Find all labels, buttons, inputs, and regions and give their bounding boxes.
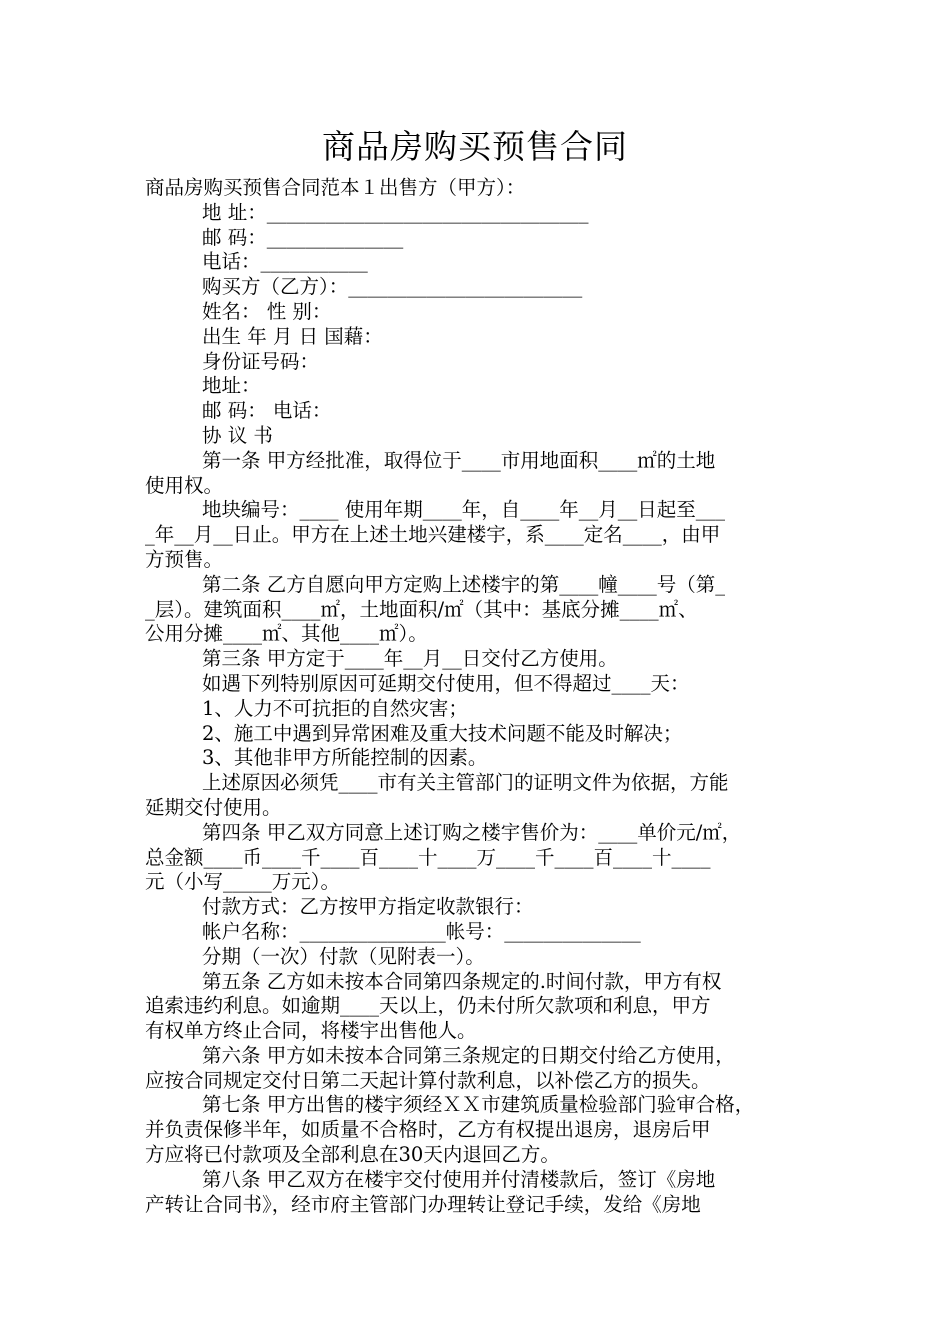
article-7-line: 方应将已付款项及全部利息在30天内退回乙方。: [145, 1143, 560, 1167]
article-7-line: 并负责保修半年，如质量不合格时，乙方有权提出退房，退房后甲: [145, 1118, 711, 1142]
seller-postcode-line: 邮 码：______________: [202, 225, 404, 249]
article-4-line: 元（小写_____万元）。: [145, 870, 341, 894]
buyer-birth-nationality-line: 出生 年 月 日 国藉：: [202, 324, 383, 348]
article-4-line: 总金额____币____千____百____十____万____千____百____十____: [145, 845, 711, 869]
buyer-name-gender-line: 姓名： 性 别：: [202, 299, 332, 323]
contract-intro-line: 商品房购买预售合同范本１出售方（甲方）：: [145, 176, 526, 199]
article-2-line: 第二条 乙方自愿向甲方定购上述楼宇的第____幢____号（第_: [202, 572, 725, 596]
article-2-line: _层）。建筑面积____㎡，土地面积/㎡（其中：基底分摊____㎡、: [145, 597, 698, 621]
article-8-line: 第八条 甲乙双方在楼宇交付使用并付清楼款后，签订《房地: [202, 1167, 716, 1191]
delay-reason-3: 3、其他非甲方所能控制的因素。: [202, 746, 488, 770]
article-6-line: 应按合同规定交付日第二天起计算付款利息，以补偿乙方的损失。: [145, 1068, 711, 1092]
installment-line: 分期（一次）付款（见附表一）。: [202, 944, 485, 968]
article-2-line: 公用分摊____㎡、其他____㎡）。: [145, 622, 428, 646]
buyer-address-line: 地址：: [202, 374, 261, 398]
delay-proof-line: 上述原因必须凭____市有关主管部门的证明文件为依据，方能: [202, 771, 729, 795]
delay-reason-1: 1、人力不可抗拒的自然灾害；: [202, 696, 468, 720]
payment-method-line: 付款方式：乙方按甲方指定收款银行：: [202, 895, 534, 919]
article-5-line: 追索违约利息。如逾期____天以上，仍未付所欠款项和利息，甲方: [145, 994, 711, 1018]
delay-clause-line: 如遇下列特别原因可延期交付使用，但不得超过____天：: [202, 671, 690, 695]
buyer-postcode-phone-line: 邮 码： 电话：: [202, 399, 332, 423]
article-4-line: 第四条 甲乙双方同意上述订购之楼宇售价为：____单价元/㎡，: [202, 820, 742, 844]
article-5-line: 第五条 乙方如未按本合同第四条规定的.时间付款，甲方有权: [202, 969, 722, 993]
agreement-heading: 协 议 书: [202, 423, 273, 447]
article-3-line: 第三条 甲方定于____年__月__日交付乙方使用。: [202, 647, 618, 671]
seller-phone-line: 电话：___________: [202, 250, 368, 274]
article-5-line: 有权单方终止合同，将楼宇出售他人。: [145, 1019, 477, 1043]
plot-number-line: 方预售。: [145, 547, 224, 571]
buyer-line: 购买方（乙方）：________________________: [202, 275, 583, 299]
delay-reason-2: 2、施工中遇到异常困难及重大技术问题不能及时解决；: [202, 721, 683, 745]
document-title: 商品房购买预售合同: [322, 127, 628, 166]
article-8-line: 产转让合同书》，经市府主管部门办理转让登记手续，发给《房地: [145, 1192, 701, 1216]
seller-address-line: 地 址：_________________________________: [202, 200, 589, 224]
article-6-line: 第六条 甲方如未按本合同第三条规定的日期交付给乙方使用，: [202, 1043, 735, 1067]
article-1-line: 第一条 甲方经批准，取得位于____市用地面积____㎡的土地: [202, 448, 716, 472]
plot-number-line: _年__月__日止。甲方在上述土地兴建楼宇，系____定名____，由甲: [145, 523, 721, 547]
article-1-line: 使用权。: [145, 473, 224, 497]
delay-proof-line: 延期交付使用。: [145, 795, 282, 819]
plot-number-line: 地块编号：____ 使用年期____年，自____年__月__日起至___: [202, 498, 725, 522]
document-body: [145, 176, 810, 1217]
article-7-line: 第七条 甲方出售的楼宇须经ＸＸ市建筑质量检验部门验审合格，: [202, 1093, 755, 1117]
bank-account-line: 帐户名称：_______________帐号：______________: [202, 919, 641, 943]
buyer-id-number-line: 身份证号码：: [202, 349, 320, 373]
